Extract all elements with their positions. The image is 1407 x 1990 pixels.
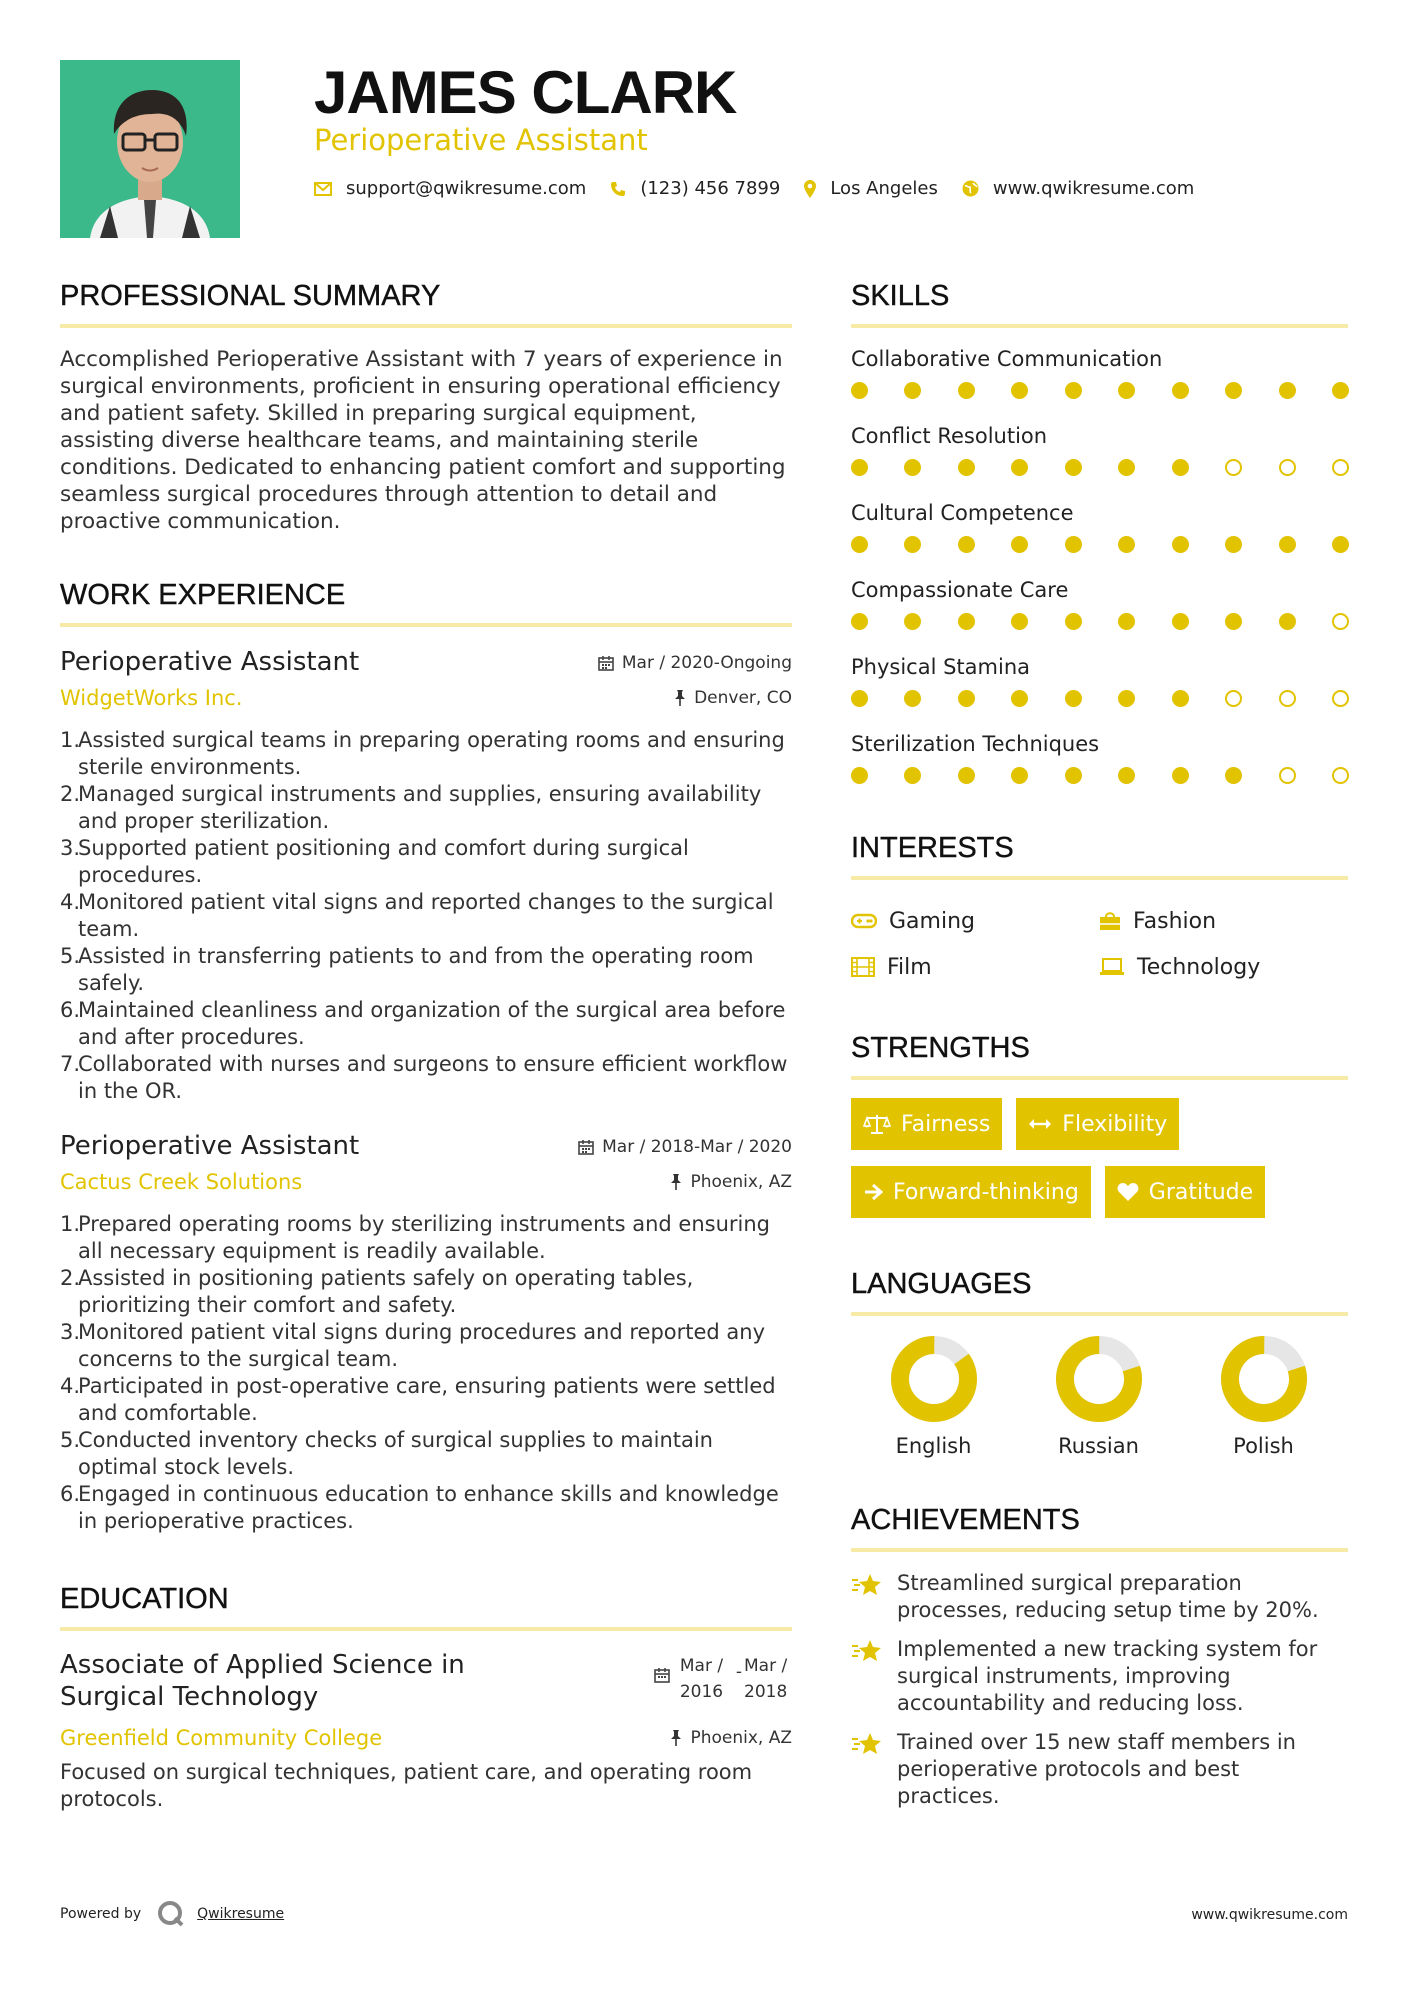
powered-by-label: Powered by: [60, 1906, 142, 1922]
rating-dot-filled: [851, 767, 868, 784]
heart-icon: [1117, 1182, 1139, 1202]
arrows-horizontal-icon: [1028, 1117, 1052, 1131]
list-item: 6. Engaged in continuous education to enhance skills and knowledge in perioperative practices.: [60, 1482, 779, 1533]
job-title: Perioperative Assistant: [60, 1131, 360, 1161]
education-entry: [60, 1649, 792, 1713]
rating-dot-filled: [958, 382, 975, 399]
date-dash: -: [735, 1662, 742, 1682]
profile-photo: [60, 60, 240, 238]
rating-dot-filled: [904, 459, 921, 476]
job-entry: [60, 645, 792, 1105]
pushpin-icon: [670, 1174, 682, 1190]
rating-dot-filled: [1172, 536, 1189, 553]
rating-dot-filled: [1225, 613, 1242, 630]
strength-label: Gratitude: [1148, 1179, 1254, 1205]
interests-list: [851, 898, 1348, 990]
list-item: 1. Assisted surgical teams in preparing operating rooms and ensuring sterile environments.: [60, 728, 785, 779]
skill-item: [851, 500, 1348, 553]
education-end: Mar / 2018: [744, 1656, 788, 1702]
rating-dot-filled: [958, 536, 975, 553]
job-dates: [578, 1137, 792, 1157]
pushpin-icon: [670, 1730, 682, 1746]
summary-text: Accomplished Perioperative Assistant with 7 years of experience in surgical environments, proficient in ensuring operational efficiency and patient safety. Skilled in preparing surgical equipment, assisting diverse healthcare teams, and maintaining sterile conditions. Dedicated to enhancing patient comfort and supporting seamless surgical procedures through attention to detail and proactive communication.: [60, 347, 786, 534]
calendar-icon: [578, 1139, 594, 1155]
rating-dot-filled: [904, 382, 921, 399]
rating-dot-filled: [1118, 459, 1135, 476]
gauge-fill: [889, 1334, 979, 1424]
languages-heading: LANGUAGES: [851, 1264, 1348, 1316]
list-item: 5. Conducted inventory checks of surgical supplies to maintain optimal stock levels.: [60, 1428, 713, 1479]
envelope-icon: [314, 182, 332, 196]
education-description: Focused on surgical techniques, patient care, and operating room protocols.: [60, 1760, 753, 1811]
rating-dot-filled: [1225, 767, 1242, 784]
language-item: [1016, 1334, 1181, 1458]
pushpin-icon: [674, 690, 686, 706]
school-location-text: Phoenix, AZ: [690, 1728, 792, 1748]
strength-label: Flexibility: [1062, 1111, 1168, 1137]
laptop-icon: [1099, 958, 1125, 976]
rating-dot-filled: [851, 690, 868, 707]
skill-name: Physical Stamina: [851, 655, 1031, 679]
rating-dot-filled: [1118, 536, 1135, 553]
language-name: English: [895, 1434, 972, 1458]
skill-name: Conflict Resolution: [851, 424, 1048, 448]
gamepad-icon: [851, 913, 877, 929]
qwikresume-link[interactable]: Qwikresume: [197, 1906, 285, 1922]
achievements-heading: ACHIEVEMENTS: [851, 1500, 1348, 1552]
job-bullets: [60, 727, 792, 1105]
list-item: 1. Prepared operating rooms by sterilizing instruments and ensuring all necessary equipment is readily available.: [60, 1212, 771, 1263]
skills-list: [851, 346, 1348, 784]
arrow-right-icon: [863, 1183, 883, 1201]
list-item: 2. Managed surgical instruments and supplies, ensuring availability and proper sterilization.: [60, 782, 762, 833]
skill-rating: [851, 536, 1349, 553]
job-location: [670, 1172, 792, 1192]
job-dates-text: Mar / 2020-Ongoing: [621, 653, 792, 673]
achievement-text: Trained over 15 new staff members in perioperative protocols and best practices.: [897, 1730, 1296, 1808]
rating-dot-filled: [904, 613, 921, 630]
language-gauge: [1054, 1334, 1144, 1424]
rating-dot-filled: [1225, 536, 1242, 553]
strength-badge: [1105, 1166, 1265, 1218]
star-icon: [851, 1572, 883, 1598]
footer-powered-by: [60, 1900, 284, 1928]
job-location: [674, 688, 792, 708]
rating-dot-filled: [851, 382, 868, 399]
school-name: Greenfield Community College: [60, 1726, 383, 1750]
rating-dot-filled: [1332, 382, 1349, 399]
language-item: [851, 1334, 1016, 1458]
achievement-item: [851, 1636, 1348, 1717]
education-heading: EDUCATION: [60, 1579, 792, 1631]
rating-dot-filled: [1172, 382, 1189, 399]
education-dates: [654, 1653, 792, 1705]
right-column: [851, 276, 1348, 1822]
rating-dot-filled: [1011, 382, 1028, 399]
education-start: Mar / 2016: [679, 1656, 724, 1702]
scale-icon: [863, 1113, 891, 1135]
skill-rating: [851, 459, 1349, 476]
strengths-heading: STRENGTHS: [851, 1028, 1348, 1080]
contact-location-text: Los Angeles: [830, 178, 938, 199]
calendar-icon: [598, 655, 614, 671]
rating-dot-empty: [1332, 613, 1349, 630]
rating-dot-empty: [1279, 690, 1296, 707]
achievement-text: Streamlined surgical preparation processes, reducing setup time by 20%.: [897, 1571, 1319, 1622]
achievements-list: [851, 1570, 1348, 1810]
skill-rating: [851, 690, 1349, 707]
rating-dot-filled: [1118, 767, 1135, 784]
job-entry: [60, 1129, 792, 1535]
contact-bar: [314, 178, 1218, 199]
interest-item: [851, 898, 1099, 944]
strengths-list: [851, 1098, 1348, 1234]
rating-dot-filled: [851, 459, 868, 476]
list-item: 5. Assisted in transferring patients to and from the operating room safely.: [60, 944, 754, 995]
skill-name: Cultural Competence: [851, 501, 1074, 525]
interest-item: [1099, 944, 1349, 990]
rating-dot-empty: [1332, 690, 1349, 707]
list-item: 3. Monitored patient vital signs during procedures and reported any concerns to the surgical team.: [60, 1320, 766, 1371]
job-bullets: [60, 1211, 792, 1535]
skill-name: Sterilization Techniques: [851, 732, 1100, 756]
candidate-name: JAMES CLARK: [314, 59, 737, 126]
language-gauge: [889, 1334, 979, 1424]
strength-badge: [851, 1166, 1091, 1218]
rating-dot-empty: [1332, 459, 1349, 476]
job-dates: [598, 653, 792, 673]
rating-dot-empty: [1279, 767, 1296, 784]
list-item: 4. Monitored patient vital signs and reported changes to the surgical team.: [60, 890, 774, 941]
skill-name: Collaborative Communication: [851, 347, 1163, 371]
skill-name: Compassionate Care: [851, 578, 1069, 602]
rating-dot-filled: [1118, 613, 1135, 630]
skill-rating: [851, 382, 1349, 399]
rating-dot-filled: [1011, 613, 1028, 630]
rating-dot-empty: [1225, 459, 1242, 476]
rating-dot-filled: [1225, 382, 1242, 399]
skill-item: [851, 423, 1348, 476]
skill-item: [851, 731, 1348, 784]
contact-website-text: www.qwikresume.com: [992, 178, 1195, 199]
candidate-title: Perioperative Assistant: [314, 123, 648, 157]
rating-dot-filled: [1011, 536, 1028, 553]
languages-list: [851, 1334, 1348, 1458]
job-title: Perioperative Assistant: [60, 647, 360, 677]
rating-dot-filled: [904, 767, 921, 784]
rating-dot-filled: [1011, 690, 1028, 707]
rating-dot-filled: [1172, 613, 1189, 630]
rating-dot-empty: [1279, 459, 1296, 476]
footer-website[interactable]: www.qwikresume.com: [1191, 1907, 1348, 1923]
contact-email[interactable]: [314, 178, 586, 199]
rating-dot-filled: [1172, 690, 1189, 707]
rating-dot-filled: [1011, 459, 1028, 476]
achievement-item: [851, 1729, 1348, 1810]
skill-item: [851, 346, 1348, 399]
job-dates-text: Mar / 2018-Mar / 2020: [602, 1137, 792, 1157]
contact-email-text: support@qwikresume.com: [346, 178, 587, 199]
phone-icon: [610, 181, 626, 197]
strength-badge: [851, 1098, 1002, 1150]
interest-label: Fashion: [1133, 908, 1217, 934]
rating-dot-filled: [958, 613, 975, 630]
rating-dot-filled: [1065, 690, 1082, 707]
degree-title: Associate of Applied Science in Surgical Technology: [60, 1650, 465, 1712]
skill-item: [851, 577, 1348, 630]
contact-phone[interactable]: [610, 178, 780, 199]
skill-rating: [851, 613, 1349, 630]
job-location-text: Denver, CO: [694, 688, 792, 708]
star-icon: [851, 1731, 883, 1757]
skills-heading: SKILLS: [851, 276, 1348, 328]
contact-location: [804, 178, 938, 199]
skill-item: [851, 654, 1348, 707]
rating-dot-filled: [1065, 459, 1082, 476]
achievement-text: Implemented a new tracking system for surgical instruments, improving accountability and reducing loss.: [897, 1637, 1318, 1715]
qwikresume-logo-icon: [157, 1900, 185, 1928]
rating-dot-filled: [1172, 459, 1189, 476]
rating-dot-empty: [1225, 690, 1242, 707]
rating-dot-filled: [958, 459, 975, 476]
rating-dot-filled: [1279, 613, 1296, 630]
rating-dot-filled: [1065, 613, 1082, 630]
list-item: 4. Participated in post-operative care, ensuring patients were settled and comfortable.: [60, 1374, 776, 1425]
strength-badge: [1016, 1098, 1179, 1150]
skill-rating: [851, 767, 1349, 784]
rating-dot-filled: [851, 613, 868, 630]
calendar-icon: [654, 1667, 670, 1683]
star-icon: [851, 1638, 883, 1664]
interest-label: Gaming: [889, 908, 975, 934]
rating-dot-filled: [1332, 536, 1349, 553]
list-item: 2. Assisted in positioning patients safely on operating tables, prioritizing their comfort and safety.: [60, 1266, 694, 1317]
rating-dot-filled: [1065, 536, 1082, 553]
language-gauge: [1219, 1334, 1309, 1424]
map-pin-icon: [804, 180, 816, 198]
language-name: Russian: [1058, 1434, 1139, 1458]
rating-dot-empty: [1332, 767, 1349, 784]
language-name: Polish: [1233, 1434, 1294, 1458]
list-item: 6. Maintained cleanliness and organization of the surgical area before and after procedures.: [60, 998, 786, 1049]
rating-dot-filled: [1279, 382, 1296, 399]
experience-heading: WORK EXPERIENCE: [60, 575, 792, 627]
company-name: WidgetWorks Inc.: [60, 686, 243, 710]
rating-dot-filled: [851, 536, 868, 553]
job-location-text: Phoenix, AZ: [690, 1172, 792, 1192]
strength-label: Forward-thinking: [893, 1179, 1079, 1205]
rating-dot-filled: [1065, 767, 1082, 784]
language-item: [1181, 1334, 1346, 1458]
contact-website[interactable]: [962, 178, 1194, 199]
globe-icon: [962, 180, 979, 197]
rating-dot-filled: [1065, 382, 1082, 399]
interest-label: Film: [887, 954, 932, 980]
school-location: [670, 1728, 792, 1748]
interest-label: Technology: [1137, 954, 1261, 980]
list-item: 3. Supported patient positioning and comfort during surgical procedures.: [60, 836, 689, 887]
interests-heading: INTERESTS: [851, 828, 1348, 880]
interest-item: [1099, 898, 1349, 944]
list-item: 7. Collaborated with nurses and surgeons to ensure efficient workflow in the OR.: [60, 1052, 788, 1103]
company-name: Cactus Creek Solutions: [60, 1170, 303, 1194]
rating-dot-filled: [958, 767, 975, 784]
left-column: [60, 276, 792, 1813]
rating-dot-filled: [1118, 690, 1135, 707]
shopping-bag-icon: [1099, 911, 1121, 931]
strength-label: Fairness: [901, 1111, 991, 1137]
rating-dot-filled: [1172, 767, 1189, 784]
interest-item: [851, 944, 1099, 990]
film-icon: [851, 957, 875, 977]
rating-dot-filled: [958, 690, 975, 707]
rating-dot-filled: [1118, 382, 1135, 399]
contact-phone-text: (123) 456 7899: [640, 178, 781, 199]
summary-heading: PROFESSIONAL SUMMARY: [60, 276, 792, 328]
achievement-item: [851, 1570, 1348, 1624]
rating-dot-filled: [904, 690, 921, 707]
rating-dot-filled: [1011, 767, 1028, 784]
rating-dot-filled: [904, 536, 921, 553]
rating-dot-filled: [1279, 536, 1296, 553]
